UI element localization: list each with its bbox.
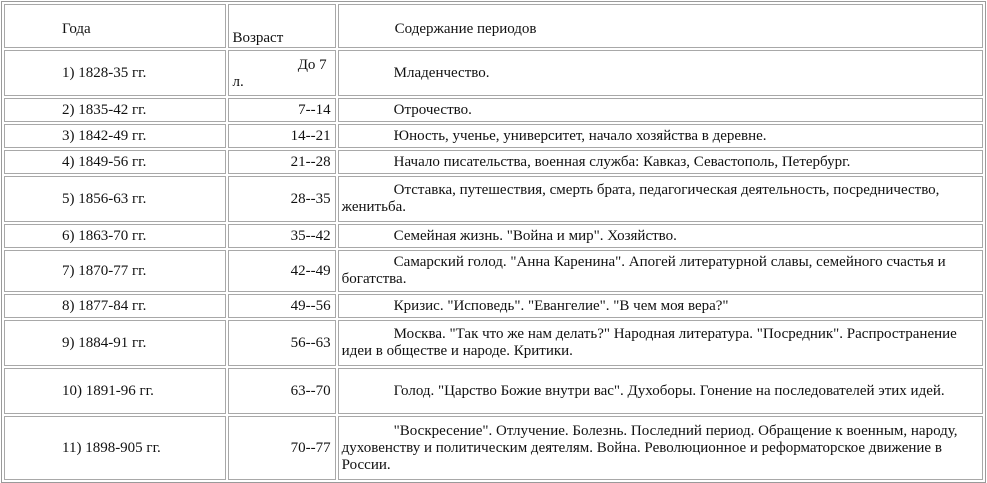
header-years: Года [4,4,226,48]
row-age: 56--63 [228,320,335,366]
row-content: Самарский голод. "Анна Каренина". Апогей литературной славы, семейного счастья и богатства. [338,250,983,292]
row-years: 1) 1828-35 гг. [4,50,226,96]
row-content: Отрочество. [338,98,983,122]
row-content: Голод. "Царство Божие внутри вас". Духоборы. Гонение на последователей этих идей. [338,368,983,414]
row-years: 8) 1877-84 гг. [4,294,226,318]
row-content: Юность, ученье, университет, начало хозяйства в деревне. [338,124,983,148]
row-content: Москва. "Так что же нам делать?" Народная литература. "Посредник". Распространение идеи в обществе и народе. Критики. [338,320,983,366]
row-age: 28--35 [228,176,335,222]
table-row [4,176,983,222]
table-row [4,416,983,480]
table-row [4,368,983,414]
row-years: 10) 1891-96 гг. [4,368,226,414]
row-age: 70--77 [228,416,335,480]
row-content: Отставка, путешествия, смерть брата, педагогическая деятельность, посредничество, женитьба. [338,176,983,222]
row-age: 7--14 [228,98,335,122]
row-content: "Воскресение". Отлучение. Болезнь. Последний период. Обращение к военным, народу, духовенству и политическим деятелям. Война. Революционное и реформаторское движение в России. [338,416,983,480]
table-row [4,250,983,292]
row-age: 14--21 [228,124,335,148]
row-age [228,50,335,96]
table-row [4,98,983,122]
table-row [4,320,983,366]
row-content: Начало писательства, военная служба: Кавказ, Севастополь, Петербург. [338,150,983,174]
table-row [4,294,983,318]
table-row [4,224,983,248]
table-row [4,150,983,174]
periods-table [1,1,986,483]
row-years: 11) 1898-905 гг. [4,416,226,480]
row-years: 7) 1870-77 гг. [4,250,226,292]
header-age: Возраст [228,4,335,48]
row-age: 49--56 [228,294,335,318]
row-content: Семейная жизнь. "Война и мир". Хозяйство. [338,224,983,248]
row-age-line1: До 7 [297,57,327,73]
row-years: 9) 1884-91 гг. [4,320,226,366]
header-content: Содержание периодов [338,4,983,48]
row-content: Младенчество. [338,50,983,96]
row-years: 5) 1856-63 гг. [4,176,226,222]
row-age: 42--49 [228,250,335,292]
table-row [4,124,983,148]
row-years: 3) 1842-49 гг. [4,124,226,148]
row-age-line2: л. [232,74,244,90]
row-years: 4) 1849-56 гг. [4,150,226,174]
row-age: 35--42 [228,224,335,248]
row-age: 63--70 [228,368,335,414]
row-content: Кризис. "Исповедь". "Евангелие". "В чем моя вера?" [338,294,983,318]
row-age: 21--28 [228,150,335,174]
table-row [4,50,983,96]
header-row [4,4,983,48]
row-years: 2) 1835-42 гг. [4,98,226,122]
row-years: 6) 1863-70 гг. [4,224,226,248]
